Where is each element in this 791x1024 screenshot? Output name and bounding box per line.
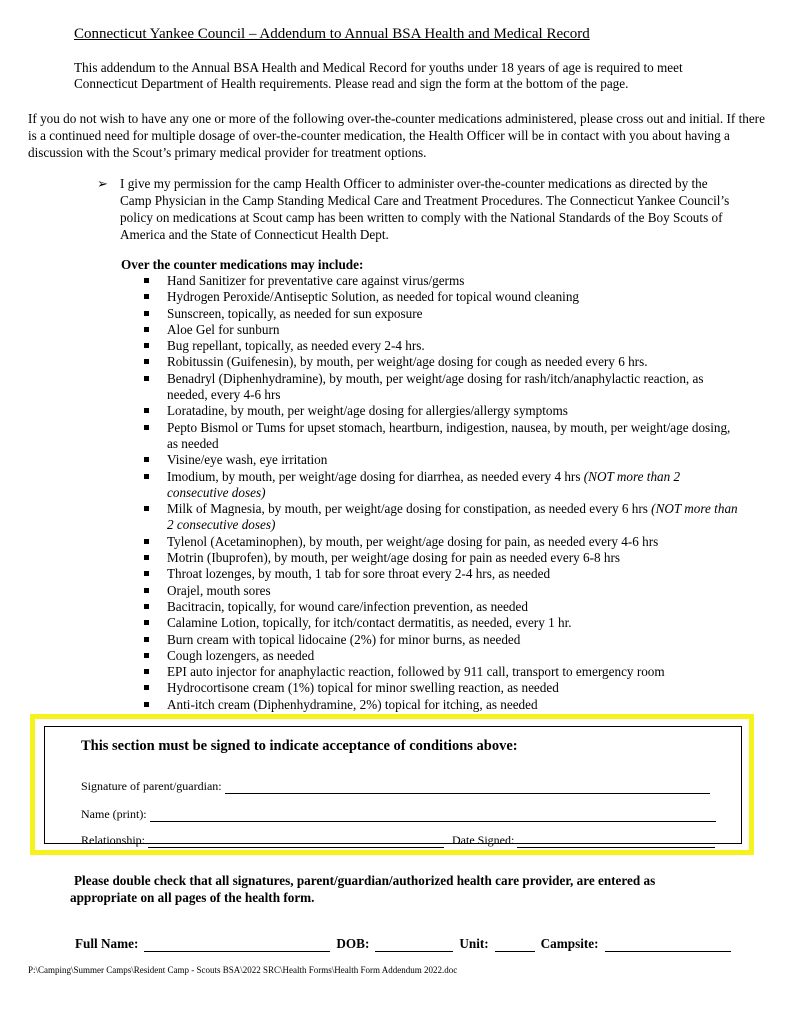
medication-item (141, 338, 741, 354)
medication-note: (NOT more than 2 consecutive doses) (167, 468, 681, 500)
medication-text: Burn cream with topical lidocaine (2%) for minor burns, as needed (167, 631, 521, 647)
medication-item (141, 420, 741, 453)
relationship-label: Relationship: (81, 833, 145, 847)
square-bullet-icon (144, 539, 149, 544)
square-bullet-icon (144, 474, 149, 479)
file-path: P:\Camping\Summer Camps\Resident Camp - Scouts BSA\2022 SRC\Health Forms\Health Form Addendum 2022.doc (28, 965, 458, 975)
signature-section-heading: This section must be signed to indicate acceptance of conditions above: (81, 738, 518, 754)
square-bullet-icon (144, 343, 149, 348)
double-check-note (70, 872, 750, 906)
name-print-line[interactable] (150, 808, 716, 822)
square-bullet-icon (144, 702, 149, 707)
medication-text: Aloe Gel for sunburn (167, 321, 280, 337)
medication-text: Loratadine, by mouth, per weight/age dosing for allergies/allergy symptoms (167, 403, 568, 419)
square-bullet-icon (144, 637, 149, 642)
medication-text: Robitussin (Guifenesin), by mouth, per weight/age dosing for cough as needed every 6 hrs. (167, 354, 648, 370)
medication-item (141, 273, 741, 289)
dob-label: DOB: (336, 936, 370, 951)
medication-text: Cough lozengers, as needed (167, 647, 315, 663)
medication-item (141, 583, 741, 599)
medication-text: Tylenol (Acetaminophen), by mouth, per weight/age dosing for pain, as needed every 4-6 hrs (167, 533, 659, 549)
medication-text: Bacitracin, topically, for wound care/infection prevention, as needed (167, 598, 528, 614)
crossout-instructions: If you do not wish to have any one or more of the following over-the-counter medications administered, please cross out and initial. If there is a continued need for multiple dosage of over-the-counter medication, the Health Officer will be in contact with you about having a discussion with the Scout’s primary medical provider for treatment options. (28, 111, 765, 160)
intro-paragraph: This addendum to the Annual BSA Health and Medical Record for youths under 18 years of age is required to meet Connecticut Department of Health requirements. Please read and sign the form at the bottom of the page. (74, 60, 683, 91)
medication-text: Hydrocortisone cream (1%) topical for minor swelling reaction, as needed (167, 680, 559, 696)
medication-text: Pepto Bismol or Tums for upset stomach, heartburn, indigestion, nausea, by mouth, per weight/age dosing, as needed (167, 419, 731, 451)
square-bullet-icon (144, 376, 149, 381)
date-signed-line[interactable] (517, 834, 715, 848)
name-print-label: Name (print): (81, 807, 147, 821)
arrow-bullet-icon: ➢ (97, 176, 109, 191)
medication-text: Milk of Magnesia, by mouth, per weight/age dosing for constipation, as needed every 6 hrs (167, 501, 652, 517)
medication-item (141, 550, 741, 566)
medication-text: Benadryl (Diphenhydramine), by mouth, per weight/age dosing for rash/itch/anaphylactic reaction, as needed, every 4-6 hrs (167, 370, 704, 403)
square-bullet-icon (144, 408, 149, 413)
square-bullet-icon (144, 588, 149, 593)
square-bullet-icon (144, 620, 149, 625)
permission-text: I give my permission for the camp Health Officer to administer over-the-counter medications as directed by the Camp Physician in the Camp Standing Medical Care and Treatment Procedures. The Connecticut Yankee Council’s policy on medications at Scout camp has been written to comply with the National Standards of the Boy Scouts of America and the State of Connecticut Health Dept. (120, 176, 730, 242)
medication-text: Anti-itch cream (Diphenhydramine, 2%) topical for itching, as needed (167, 696, 538, 712)
medication-text: EPI auto injector for anaphylactic reaction, followed by 911 call, transport to emergency room (167, 664, 665, 680)
medication-text: Sunscreen, topically, as needed for sun exposure (167, 305, 423, 321)
footer-fields (75, 936, 737, 952)
square-bullet-icon (144, 294, 149, 299)
medication-text: Throat lozenges, by mouth, 1 tab for sore throat every 2-4 hrs, as needed (167, 566, 551, 582)
medication-item (141, 648, 741, 664)
medication-text: Motrin (Ibuprofen), by mouth, per weight/age dosing for pain as needed every 6-8 hrs (167, 550, 621, 566)
square-bullet-icon (144, 669, 149, 674)
double-check-line-2: appropriate on all pages of the health form. (70, 890, 315, 905)
square-bullet-icon (144, 425, 149, 430)
square-bullet-icon (144, 311, 149, 316)
medication-item (141, 289, 741, 305)
signature-row (81, 779, 710, 794)
medication-item (141, 354, 741, 370)
medication-item (141, 680, 741, 696)
square-bullet-icon (144, 327, 149, 332)
signature-section (44, 726, 742, 847)
medication-item (141, 322, 741, 338)
medication-item (141, 566, 741, 582)
medications-heading: Over the counter medications may include: (121, 257, 364, 272)
permission-statement (97, 175, 742, 243)
unit-line[interactable] (495, 937, 535, 952)
square-bullet-icon (144, 457, 149, 462)
medication-item (141, 469, 741, 502)
dob-line[interactable] (375, 937, 453, 952)
medication-item (141, 697, 741, 713)
medication-item (141, 403, 741, 419)
square-bullet-icon (144, 555, 149, 560)
square-bullet-icon (144, 359, 149, 364)
medication-item (141, 664, 741, 680)
signature-label: Signature of parent/guardian: (81, 779, 222, 793)
square-bullet-icon (144, 506, 149, 511)
full-name-line[interactable] (144, 937, 330, 952)
relationship-date-row (81, 833, 715, 848)
medication-item (141, 371, 741, 404)
medication-item (141, 306, 741, 322)
medication-item (141, 534, 741, 550)
medication-item (141, 501, 741, 534)
medication-text: Hand Sanitizer for preventative care against virus/germs (167, 273, 465, 288)
medication-text: Bug repellant, topically, as needed every 2-4 hrs. (167, 338, 425, 354)
medication-text: Hydrogen Peroxide/Antiseptic Solution, as needed for topical wound cleaning (167, 289, 580, 305)
medication-item (141, 452, 741, 468)
full-name-label: Full Name: (75, 936, 139, 951)
campsite-label: Campsite: (540, 936, 599, 951)
square-bullet-icon (144, 571, 149, 576)
medications-list (141, 273, 741, 713)
square-bullet-icon (144, 685, 149, 690)
medication-text: Imodium, by mouth, per weight/age dosing for diarrhea, as needed every 4 hrs (167, 468, 584, 484)
medication-item (141, 632, 741, 648)
name-print-row (81, 807, 716, 822)
medication-item (141, 615, 741, 631)
unit-label: Unit: (459, 936, 489, 951)
relationship-line[interactable] (148, 834, 444, 848)
campsite-line[interactable] (605, 937, 731, 952)
square-bullet-icon (144, 653, 149, 658)
signature-highlight-box (30, 714, 754, 855)
medication-text: Calamine Lotion, topically, for itch/contact dermatitis, as needed, every 1 hr. (167, 615, 572, 631)
medication-note: (NOT more than 2 consecutive doses) (167, 501, 738, 533)
medication-item (141, 599, 741, 615)
square-bullet-icon (144, 604, 149, 609)
signature-line[interactable] (225, 780, 710, 794)
date-signed-label: Date Signed: (452, 833, 515, 847)
double-check-line-1: Please double check that all signatures, parent/guardian/authorized health care provider, are entered as (74, 873, 656, 888)
form-title: Connecticut Yankee Council – Addendum to Annual BSA Health and Medical Record (74, 26, 590, 42)
medication-text: Visine/eye wash, eye irritation (167, 452, 328, 468)
medication-text: Orajel, mouth sores (167, 582, 271, 598)
square-bullet-icon (144, 278, 149, 283)
